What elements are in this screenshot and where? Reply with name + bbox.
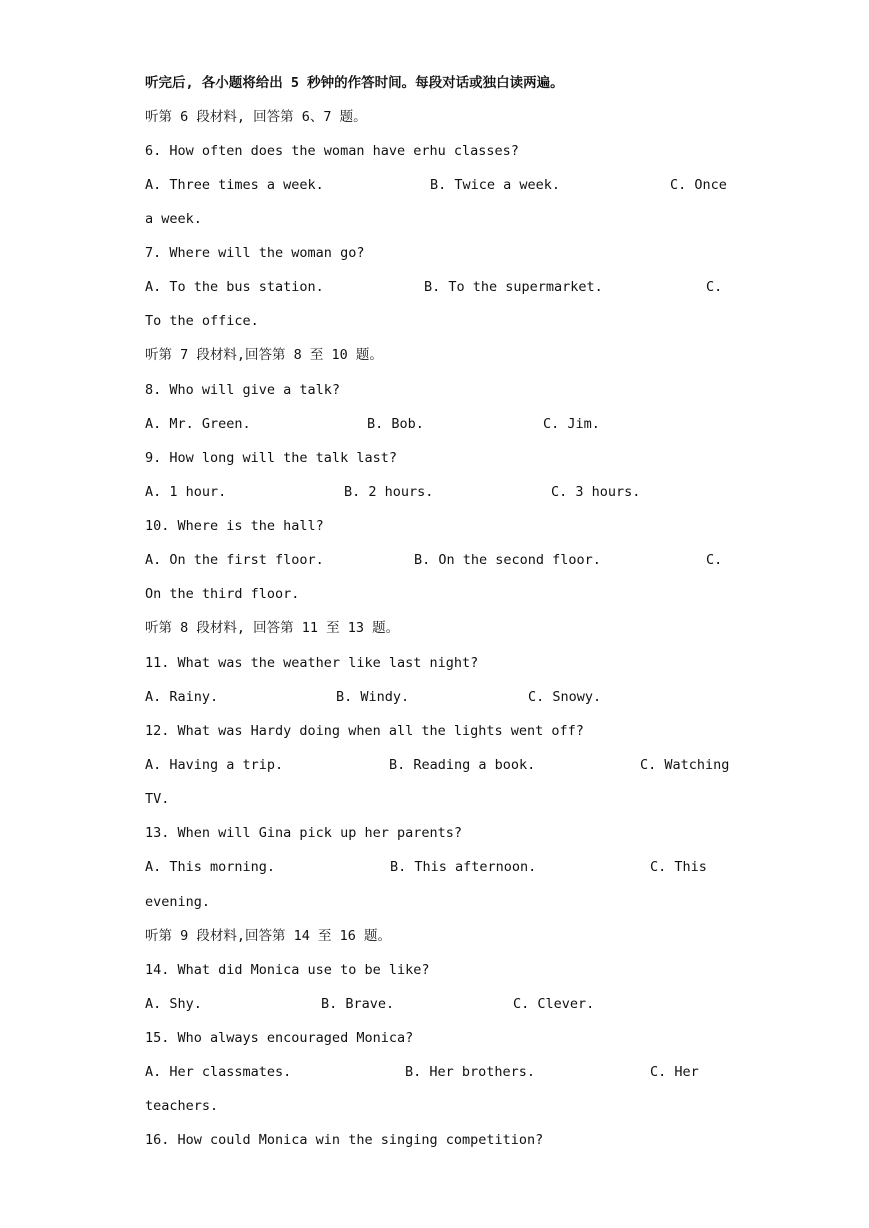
question-stem: 14. What did Monica use to be like?	[145, 962, 430, 978]
question-stem: 7. Where will the woman go?	[145, 245, 365, 261]
option-b: B. This afternoon.	[390, 859, 537, 875]
option-b: B. Twice a week.	[430, 177, 561, 193]
option-c: C.	[706, 552, 723, 568]
option-a: A. Rainy.	[145, 689, 219, 705]
option-b: B. Windy.	[336, 689, 410, 705]
option-c: C. Watching	[640, 757, 730, 773]
option-a: A. Three times a week.	[145, 177, 324, 193]
option-c: C. This	[650, 859, 707, 875]
question-stem: 13. When will Gina pick up her parents?	[145, 825, 462, 841]
section-heading: 听第 9 段材料,回答第 14 至 16 题。	[145, 928, 392, 944]
option-c-continued: TV.	[145, 791, 170, 807]
section-heading: 听第 7 段材料,回答第 8 至 10 题。	[145, 347, 383, 363]
option-a: A. On the first floor.	[145, 552, 324, 568]
question-stem: 9. How long will the talk last?	[145, 450, 397, 466]
option-a: A. 1 hour.	[145, 484, 227, 500]
option-a: A. Mr. Green.	[145, 416, 251, 432]
question-stem: 8. Who will give a talk?	[145, 382, 341, 398]
option-c: C. 3 hours.	[551, 484, 641, 500]
question-stem: 6. How often does the woman have erhu classes?	[145, 143, 519, 159]
option-c-continued: To the office.	[145, 313, 259, 329]
question-stem: 12. What was Hardy doing when all the lights went off?	[145, 723, 584, 739]
question-stem: 15. Who always encouraged Monica?	[145, 1030, 414, 1046]
option-a: A. Shy.	[145, 996, 202, 1012]
option-c-continued: teachers.	[145, 1098, 219, 1114]
question-stem: 16. How could Monica win the singing competition?	[145, 1132, 544, 1148]
option-b: B. Reading a book.	[389, 757, 536, 773]
option-b: B. Bob.	[367, 416, 424, 432]
option-b: B. To the supermarket.	[424, 279, 603, 295]
option-c-continued: evening.	[145, 894, 211, 910]
option-c: C.	[706, 279, 723, 295]
option-a: A. Her classmates.	[145, 1064, 292, 1080]
question-stem: 11. What was the weather like last night?	[145, 655, 479, 671]
option-b: B. On the second floor.	[414, 552, 601, 568]
question-stem: 10. Where is the hall?	[145, 518, 324, 534]
option-b: B. Brave.	[321, 996, 395, 1012]
option-a: A. This morning.	[145, 859, 276, 875]
option-c-continued: On the third floor.	[145, 586, 300, 602]
section-heading: 听第 6 段材料, 回答第 6、7 题。	[145, 109, 367, 125]
option-c: C. Her	[650, 1064, 699, 1080]
option-c: C. Snowy.	[528, 689, 602, 705]
option-c: C. Clever.	[513, 996, 595, 1012]
option-c: C. Once	[670, 177, 727, 193]
instructions-text: 听完后, 各小题将给出 5 秒钟的作答时间。每段对话或独白读两遍。	[145, 75, 564, 91]
option-c-continued: a week.	[145, 211, 202, 227]
section-heading: 听第 8 段材料, 回答第 11 至 13 题。	[145, 620, 400, 636]
option-a: A. Having a trip.	[145, 757, 284, 773]
option-a: A. To the bus station.	[145, 279, 324, 295]
option-b: B. Her brothers.	[405, 1064, 536, 1080]
option-b: B. 2 hours.	[344, 484, 434, 500]
option-c: C. Jim.	[543, 416, 600, 432]
